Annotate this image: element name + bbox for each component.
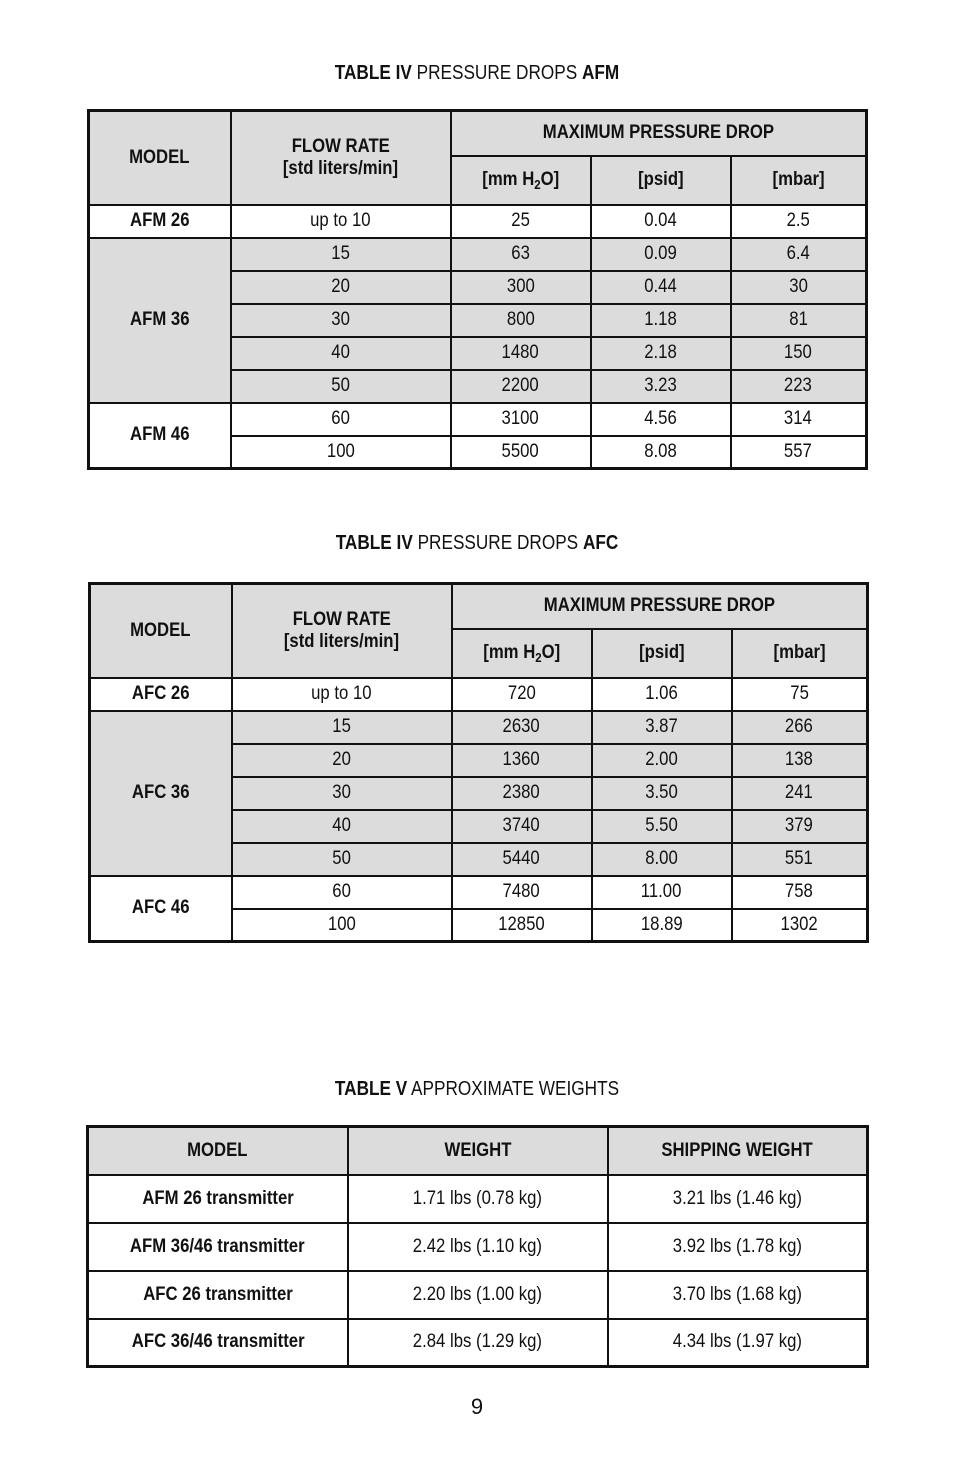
header-unit-mm-h2o [451, 156, 591, 205]
table-row [90, 711, 868, 744]
psid-cell [591, 337, 731, 370]
header-label: WEIGHT [444, 1139, 511, 1161]
cell-value: 2.84 lbs (1.29 kg) [412, 1331, 543, 1353]
model-label: AFC 36 [131, 782, 190, 803]
mm-h2o-cell [451, 436, 591, 469]
psid-cell [592, 744, 732, 777]
psid-cell [591, 403, 731, 436]
cell-value: 11.00 [641, 881, 682, 902]
header-flow-rate-label: FLOW RATE [291, 135, 390, 157]
header-model [89, 111, 231, 205]
mbar-cell [732, 876, 868, 909]
cell-value: 557 [784, 440, 813, 462]
model-label: AFM 46 [130, 424, 190, 446]
model-cell [88, 1319, 348, 1367]
flow-rate-cell [231, 238, 451, 271]
header-flow-unit: [std liters/min] [282, 157, 399, 179]
mm-h2o-cell [452, 810, 592, 843]
cell-value: 15 [332, 716, 351, 737]
model-label: AFC 46 [131, 897, 190, 919]
weight-cell [348, 1223, 608, 1271]
cell-value: 75 [789, 683, 809, 704]
unit-mm-prefix: [mm H [483, 641, 536, 663]
header-max-pressure-drop [452, 584, 868, 629]
cell-value: 30 [332, 782, 351, 803]
mm-h2o-cell [451, 304, 591, 337]
psid-cell [591, 205, 731, 238]
flow-rate-cell [232, 909, 452, 942]
cell-value: 8.08 [644, 440, 677, 462]
psid-cell [592, 909, 732, 942]
cell-value: 100 [326, 440, 355, 462]
header-max-drop-label: MAXIMUM PRESSURE DROP [543, 595, 775, 617]
mm-h2o-cell [452, 711, 592, 744]
pressure-drops-afc-table [88, 582, 869, 943]
flow-rate-cell [232, 744, 452, 777]
psid-cell [592, 843, 732, 876]
flow-rate-cell [232, 810, 452, 843]
cell-value: 379 [785, 815, 814, 836]
cell-value: 2.00 [645, 749, 678, 770]
cell-value: 241 [785, 782, 814, 803]
flow-rate-cell [231, 436, 451, 469]
flow-rate-cell [232, 678, 452, 711]
cell-value: 223 [784, 375, 813, 396]
header-shipping-weight [608, 1127, 868, 1175]
header-model-label: MODEL [129, 146, 190, 168]
mbar-cell [731, 271, 867, 304]
psid-cell [591, 436, 731, 469]
header-model [88, 1127, 348, 1175]
header-unit-mm-h2o [452, 629, 592, 678]
cell-value: 63 [511, 243, 530, 264]
cell-value: 30 [331, 309, 350, 330]
mbar-cell [732, 810, 868, 843]
psid-cell [592, 810, 732, 843]
psid-cell [591, 238, 731, 271]
header-unit-mbar [731, 156, 867, 205]
model-cell [89, 403, 231, 469]
header-max-pressure-drop [451, 111, 867, 156]
psid-cell [592, 711, 732, 744]
table-afc-caption: TABLE IV PRESSURE DROPS AFC [335, 532, 619, 554]
cell-value: 3.50 [645, 782, 678, 803]
cell-value: 314 [784, 408, 813, 429]
cell-value: 3.21 lbs (1.46 kg) [672, 1187, 802, 1209]
cell-value: 81 [788, 309, 808, 330]
mm-h2o-cell [452, 909, 592, 942]
cell-value: AFC 26 transmitter [142, 1283, 293, 1305]
mbar-cell [731, 370, 867, 403]
unit-mbar-label: [mbar] [773, 642, 826, 663]
cell-value: 2630 [502, 716, 541, 737]
model-label: AFM 26 [130, 210, 190, 231]
cell-value: 2.20 lbs (1.00 kg) [412, 1283, 543, 1305]
model-cell [90, 711, 232, 876]
table-row [90, 876, 868, 909]
pressure-drops-afm-table [87, 109, 868, 470]
header-label: MODEL [187, 1139, 248, 1161]
mm-h2o-cell [452, 744, 592, 777]
cell-value: 15 [331, 243, 350, 264]
cell-value: 300 [506, 276, 535, 297]
approximate-weights-table [86, 1125, 869, 1368]
cell-value: 100 [327, 913, 356, 935]
flow-rate-cell [232, 777, 452, 810]
mbar-cell [731, 238, 867, 271]
mm-h2o-cell [452, 678, 592, 711]
mbar-cell [731, 403, 867, 436]
model-label: AFM 36 [130, 309, 190, 330]
cell-value: 2.18 [644, 342, 677, 363]
cell-value: 2380 [502, 782, 541, 803]
cell-value: AFM 36/46 transmitter [130, 1235, 306, 1257]
cell-value: 3100 [501, 408, 540, 429]
cell-value: 4.34 lbs (1.97 kg) [672, 1331, 802, 1353]
mbar-cell [732, 843, 868, 876]
psid-cell [591, 370, 731, 403]
unit-mm-suffix: O] [540, 168, 559, 190]
weight-cell [348, 1319, 608, 1367]
psid-cell [592, 876, 732, 909]
header-row [90, 584, 868, 629]
cell-value: 0.09 [644, 243, 677, 264]
mbar-cell [731, 205, 867, 238]
cell-value: 551 [785, 848, 814, 869]
header-flow-unit: [std liters/min] [283, 630, 400, 652]
mm-h2o-cell [451, 238, 591, 271]
cell-value: 50 [331, 375, 350, 396]
weight-cell [348, 1175, 608, 1223]
shipping-weight-cell [608, 1223, 868, 1271]
flow-rate-cell [231, 304, 451, 337]
cell-value: 40 [332, 815, 351, 836]
header-flow-rate [232, 584, 452, 678]
cell-value: 20 [331, 276, 350, 297]
cell-value: 2200 [501, 375, 540, 396]
flow-rate-cell [232, 876, 452, 909]
header-row [88, 1127, 868, 1175]
cell-value: 1.06 [645, 683, 678, 704]
cell-value: 5.50 [645, 815, 678, 836]
header-model [90, 584, 232, 678]
cell-value: 3.92 lbs (1.78 kg) [672, 1235, 802, 1257]
mbar-cell [731, 304, 867, 337]
cell-value: 3.87 [645, 716, 678, 737]
cell-value: 150 [784, 342, 813, 363]
cell-value: 3.23 [644, 375, 677, 396]
cell-value: 5440 [502, 848, 541, 869]
mm-h2o-cell [452, 843, 592, 876]
cell-value: 8.00 [645, 848, 678, 869]
cell-value: 30 [788, 276, 808, 297]
header-weight [348, 1127, 608, 1175]
cell-value: 50 [332, 848, 351, 869]
table-row [88, 1271, 868, 1319]
mbar-cell [732, 744, 868, 777]
model-cell [90, 678, 232, 711]
flow-rate-cell [231, 370, 451, 403]
mbar-cell [732, 777, 868, 810]
header-flow-rate [231, 111, 451, 205]
mbar-cell [732, 909, 868, 942]
model-cell [89, 238, 231, 403]
cell-value: 25 [511, 210, 530, 231]
table-row [88, 1223, 868, 1271]
psid-cell [592, 777, 732, 810]
mbar-cell [731, 436, 867, 469]
cell-value: 40 [331, 342, 350, 363]
cell-value: 5500 [501, 440, 540, 462]
cell-value: 266 [785, 716, 814, 737]
cell-value: 2.42 lbs (1.10 kg) [412, 1235, 543, 1257]
mm-h2o-cell [451, 205, 591, 238]
header-row [89, 111, 867, 156]
flow-rate-cell [232, 711, 452, 744]
header-unit-psid [591, 156, 731, 205]
cell-value: 4.56 [644, 408, 677, 429]
cell-value: 138 [785, 749, 814, 770]
mbar-cell [731, 337, 867, 370]
unit-mm-suffix: O] [541, 641, 560, 663]
model-cell [90, 876, 232, 942]
unit-mm-subscript: 2 [534, 176, 541, 192]
mbar-cell [732, 711, 868, 744]
psid-cell [591, 304, 731, 337]
mm-h2o-cell [452, 876, 592, 909]
cell-value: 6.4 [786, 243, 810, 264]
cell-value: 3740 [502, 815, 541, 836]
unit-psid-label: [psid] [637, 169, 684, 190]
table-row [88, 1319, 868, 1367]
psid-cell [592, 678, 732, 711]
flow-rate-cell [231, 403, 451, 436]
cell-value: 1.18 [644, 309, 677, 330]
cell-value: 800 [506, 309, 535, 330]
cell-value: 1.71 lbs (0.78 kg) [412, 1187, 543, 1209]
mm-h2o-cell [451, 337, 591, 370]
cell-value: 758 [785, 881, 814, 902]
cell-value: 7480 [502, 881, 541, 902]
shipping-weight-cell [608, 1175, 868, 1223]
mm-h2o-cell [451, 271, 591, 304]
header-label: SHIPPING WEIGHT [661, 1139, 813, 1161]
table-row [88, 1175, 868, 1223]
unit-mm-subscript: 2 [535, 649, 542, 665]
cell-value: 12850 [498, 913, 545, 935]
model-cell [89, 205, 231, 238]
unit-mbar-label: [mbar] [772, 169, 825, 190]
page-number: 9 [470, 1394, 484, 1419]
flow-rate-cell [232, 843, 452, 876]
cell-value: 2.5 [786, 210, 810, 231]
table-row [89, 238, 867, 271]
model-cell [88, 1223, 348, 1271]
cell-value: AFC 36/46 transmitter [131, 1331, 305, 1353]
mm-h2o-cell [452, 777, 592, 810]
cell-value: 60 [332, 881, 351, 902]
cell-value: 720 [507, 683, 536, 704]
weight-cell [348, 1271, 608, 1319]
shipping-weight-cell [608, 1319, 868, 1367]
cell-value: AFM 26 transmitter [142, 1187, 294, 1209]
unit-mm-prefix: [mm H [482, 168, 535, 190]
model-cell [88, 1271, 348, 1319]
table-row [89, 403, 867, 436]
psid-cell [591, 271, 731, 304]
cell-value: up to 10 [311, 683, 372, 704]
shipping-weight-cell [608, 1271, 868, 1319]
cell-value: 0.04 [644, 210, 677, 231]
cell-value: 18.89 [640, 913, 683, 935]
cell-value: 60 [331, 408, 350, 429]
table-weights-caption: TABLE V APPROXIMATE WEIGHTS [334, 1078, 620, 1100]
flow-rate-cell [231, 271, 451, 304]
cell-value: 1360 [502, 749, 541, 770]
unit-mm-h2o-label [482, 169, 559, 192]
cell-value: 1480 [501, 342, 540, 363]
cell-value: 20 [332, 749, 351, 770]
cell-value: 1302 [780, 913, 818, 935]
cell-value: up to 10 [310, 210, 371, 231]
table-row [90, 678, 868, 711]
header-flow-rate-label: FLOW RATE [292, 608, 391, 630]
cell-value: 0.44 [644, 276, 677, 297]
flow-rate-cell [231, 337, 451, 370]
mbar-cell [732, 678, 868, 711]
unit-psid-label: [psid] [638, 642, 685, 663]
cell-value: 3.70 lbs (1.68 kg) [672, 1283, 802, 1305]
header-unit-mbar [732, 629, 868, 678]
mm-h2o-cell [451, 403, 591, 436]
header-model-label: MODEL [130, 619, 191, 641]
mm-h2o-cell [451, 370, 591, 403]
unit-mm-h2o-label [483, 642, 560, 665]
flow-rate-cell [231, 205, 451, 238]
model-label: AFC 26 [131, 683, 190, 704]
header-unit-psid [592, 629, 732, 678]
model-cell [88, 1175, 348, 1223]
header-max-drop-label: MAXIMUM PRESSURE DROP [542, 122, 774, 144]
table-afm-caption: TABLE IV PRESSURE DROPS AFM [334, 62, 620, 84]
table-row [89, 205, 867, 238]
